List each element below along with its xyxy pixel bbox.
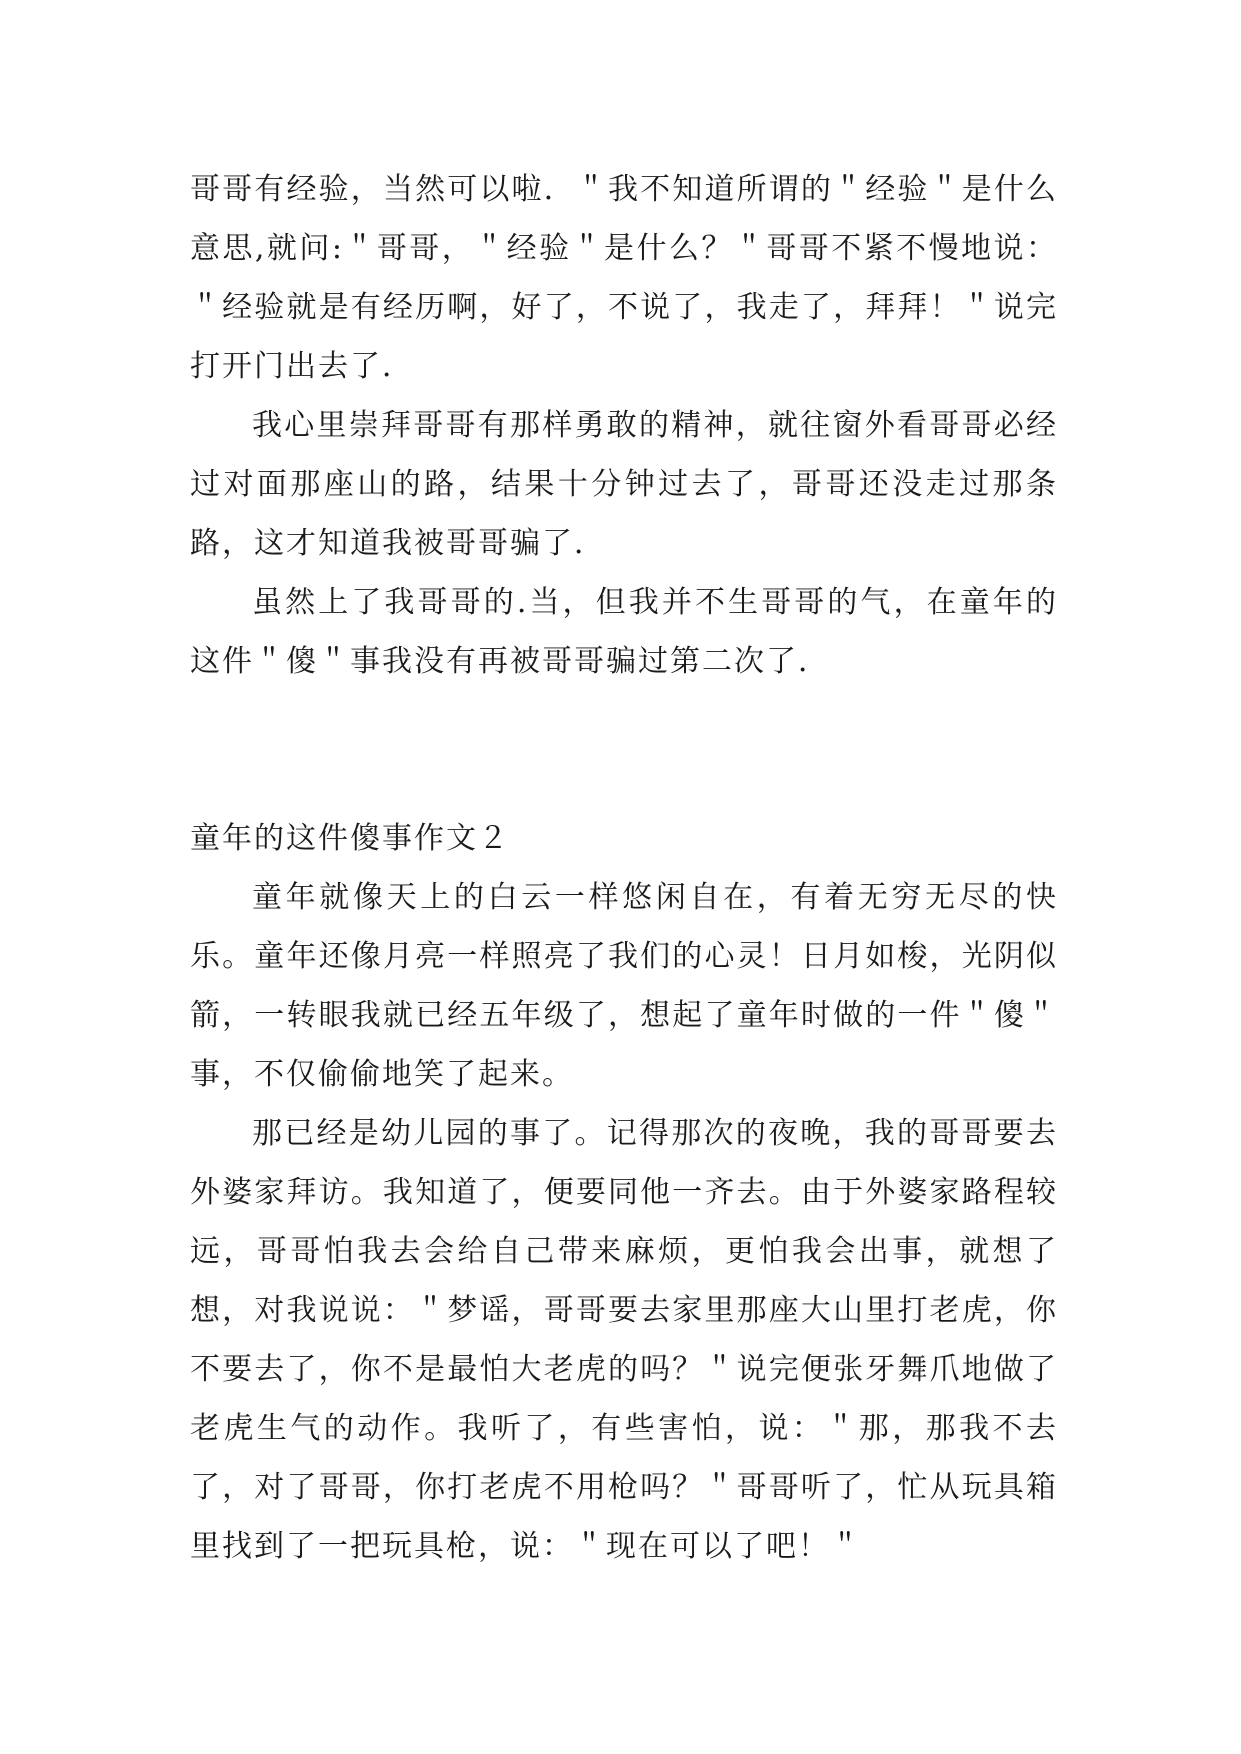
section-spacer [190,691,1058,809]
paragraph: 虽然上了我哥哥的.当，但我并不生哥哥的气，在童年的这件＂傻＂事我没有再被哥哥骗过第二次了． [190,585,1058,679]
paragraph: 那已经是幼儿园的事了。记得那次的夜晚，我的哥哥要去外婆家拜访。我知道了，便要同他一齐去。由于外婆家路程较远，哥哥怕我去会给自己带来麻烦，更怕我会出事，就想了想，对我说说：＂梦谣，哥哥要去家里那座大山里打老虎，你不要去了，你不是最怕大老虎的吗？＂说完便张牙舞爪地做了老虎生气的动作。我听了，有些害怕，说：＂那，那我不去了，对了哥哥，你打老虎不用枪吗？＂哥哥听了，忙从玩具箱里找到了一把玩具枪，说：＂现在可以了吧！＂ [190,1116,1058,1564]
document-body [190,160,1058,1576]
paragraph: 我心里崇拜哥哥有那样勇敢的精神，就往窗外看哥哥必经过对面那座山的路，结果十分钟过去了，哥哥还没走过那条路，这才知道我被哥哥骗了． [190,408,1058,561]
paragraph-continuation: 哥哥有经验，当然可以啦．＂我不知道所谓的＂经验＂是什么意思,就问:＂哥哥，＂经验＂是什么？＂哥哥不紧不慢地说：＂经验就是有经历啊，好了，不说了，我走了，拜拜！＂说完打开门出去了． [190,172,1058,384]
section-title: 童年的这件傻事作文２ [190,821,510,856]
paragraph: 童年就像天上的白云一样悠闲自在，有着无穷无尽的快乐。童年还像月亮一样照亮了我们的心灵！日月如梭，光阴似箭，一转眼我就已经五年级了，想起了童年时做的一件＂傻＂事，不仅偷偷地笑了起来。 [190,880,1058,1092]
